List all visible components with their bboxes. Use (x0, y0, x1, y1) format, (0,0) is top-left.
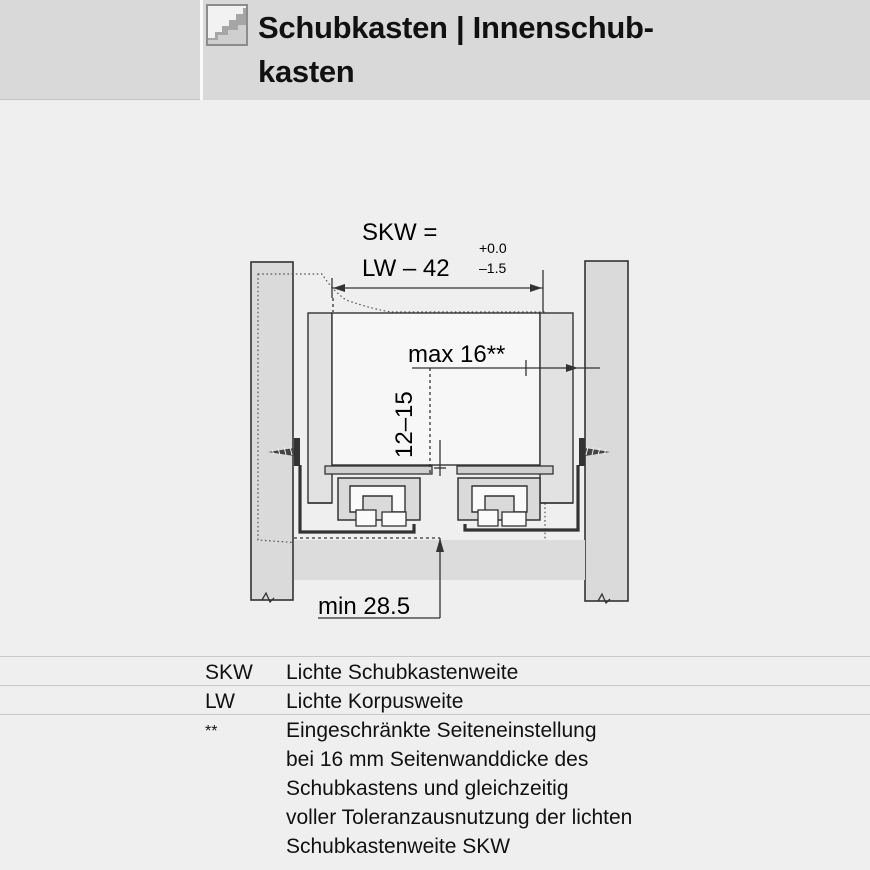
legend-key: ** (205, 723, 218, 740)
formula-line-2: LW – 42 (362, 255, 450, 282)
legend-line: bei 16 mm Seitenwanddicke des (286, 748, 589, 771)
legend-line: Eingeschränkte Seiteneinstellung (286, 719, 597, 742)
legend-text (286, 687, 846, 716)
legend-row (0, 714, 870, 865)
page-title (258, 6, 818, 94)
legend-text (286, 658, 846, 687)
right-runner (458, 478, 540, 526)
header (0, 0, 870, 100)
left-bottom-plate (325, 466, 432, 474)
tolerance-upper: +0.0 (479, 240, 507, 256)
legend-key: SKW (205, 661, 253, 684)
legend-line: Schubkastens und gleichzeitig (286, 777, 569, 800)
legend-line: Lichte Schubkastenweite (286, 661, 519, 684)
max-label: max 16** (408, 341, 506, 368)
title-line-2: kasten (258, 54, 355, 89)
title-line-1: Schubkasten | Innenschub- (258, 10, 654, 45)
tolerance-lower: –1.5 (479, 260, 507, 276)
header-divider (200, 0, 203, 100)
legend-line: voller Toleranzausnutzung der lichten (286, 806, 633, 829)
legend-row (0, 656, 870, 685)
min-label: min 28.5 (318, 593, 411, 620)
legend (0, 656, 870, 865)
legend-row (0, 685, 870, 714)
right-cabinet-wall (585, 261, 628, 603)
left-cabinet-wall (251, 262, 293, 602)
left-runner (338, 478, 420, 526)
drawer-cross-section-diagram (0, 100, 870, 655)
legend-key: LW (205, 690, 235, 713)
legend-line: Lichte Korpusweite (286, 690, 464, 713)
right-bottom-plate (457, 466, 553, 474)
formula-line-1: SKW = (362, 219, 438, 246)
legend-line: Schubkastenweite SKW (286, 835, 511, 858)
staircase-icon (206, 4, 248, 46)
legend-text (286, 716, 846, 861)
vertical-dimension-label: 12–15 (391, 391, 418, 458)
